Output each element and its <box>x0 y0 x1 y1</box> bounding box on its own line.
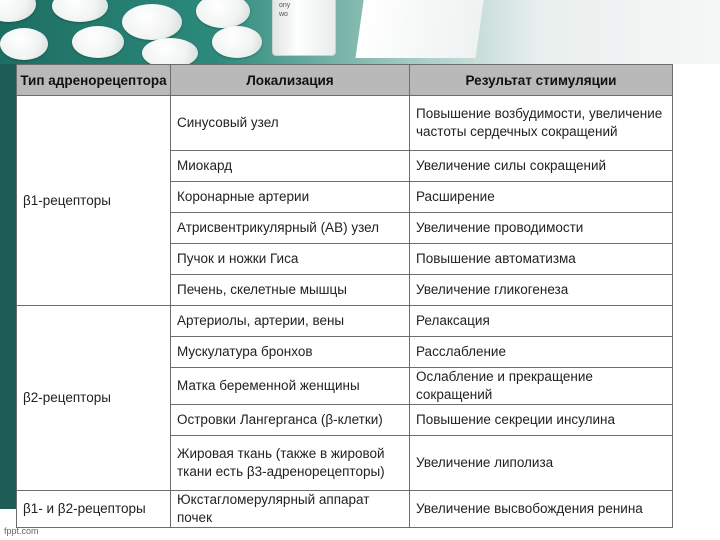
localization-cell: Артериолы, артерии, вены <box>171 306 410 337</box>
pill-image <box>142 38 198 64</box>
bottle-label: ony wo <box>279 2 291 18</box>
table-header-row <box>17 65 673 96</box>
header-photo <box>0 0 720 64</box>
localization-cell: Коронарные артерии <box>171 182 410 213</box>
result-cell: Релаксация <box>410 306 673 337</box>
localization-cell: Пучок и ножки Гиса <box>171 244 410 275</box>
table-row <box>17 306 673 337</box>
result-cell: Повышение возбудимости, увеличение частоты сердечных сокращений <box>410 96 673 151</box>
pill-image <box>212 26 262 58</box>
adrenoreceptor-table-container <box>16 64 672 528</box>
footer-credit: fppt.com <box>4 526 39 536</box>
result-cell: Увеличение силы сокращений <box>410 151 673 182</box>
pill-image <box>0 0 36 22</box>
left-accent-bar <box>0 64 16 509</box>
table-row <box>17 491 673 528</box>
localization-cell: Жировая ткань (также в жировой ткани есть β3-адренорецепторы) <box>171 436 410 491</box>
header-stimulation-result: Результат стимуляции <box>410 65 673 96</box>
header-localization: Локализация <box>171 65 410 96</box>
pill-image <box>196 0 250 28</box>
receptor-type-cell: β1- и β2-рецепторы <box>17 491 171 528</box>
result-cell: Повышение секреции инсулина <box>410 405 673 436</box>
localization-cell: Атрисвентрикулярный (АВ) узел <box>171 213 410 244</box>
result-cell: Расширение <box>410 182 673 213</box>
pill-image <box>0 28 48 60</box>
result-cell: Увеличение высвобождения ренина <box>410 491 673 528</box>
box-image <box>356 0 485 58</box>
receptor-type-cell: β1-рецепторы <box>17 96 171 306</box>
localization-cell: Синусовый узел <box>171 96 410 151</box>
pill-image <box>122 4 182 40</box>
pill-image <box>72 26 124 58</box>
bottle-image <box>272 0 336 56</box>
result-cell: Увеличение проводимости <box>410 213 673 244</box>
localization-cell: Матка беременной женщины <box>171 368 410 405</box>
result-cell: Повышение автоматизма <box>410 244 673 275</box>
result-cell: Ослабление и прекращение сокращений <box>410 368 673 405</box>
receptor-type-cell: β2-рецепторы <box>17 306 171 491</box>
result-cell: Увеличение липолиза <box>410 436 673 491</box>
pill-image <box>52 0 108 22</box>
adrenoreceptor-table <box>16 64 673 528</box>
result-cell: Расслабление <box>410 337 673 368</box>
localization-cell: Миокард <box>171 151 410 182</box>
localization-cell: Островки Лангерганса (β-клетки) <box>171 405 410 436</box>
header-receptor-type: Тип адренорецептора <box>17 65 171 96</box>
localization-cell: Печень, скелетные мышцы <box>171 275 410 306</box>
result-cell: Увеличение гликогенеза <box>410 275 673 306</box>
localization-cell: Юкстагломерулярный аппарат почек <box>171 491 410 528</box>
localization-cell: Мускулатура бронхов <box>171 337 410 368</box>
table-row <box>17 96 673 151</box>
